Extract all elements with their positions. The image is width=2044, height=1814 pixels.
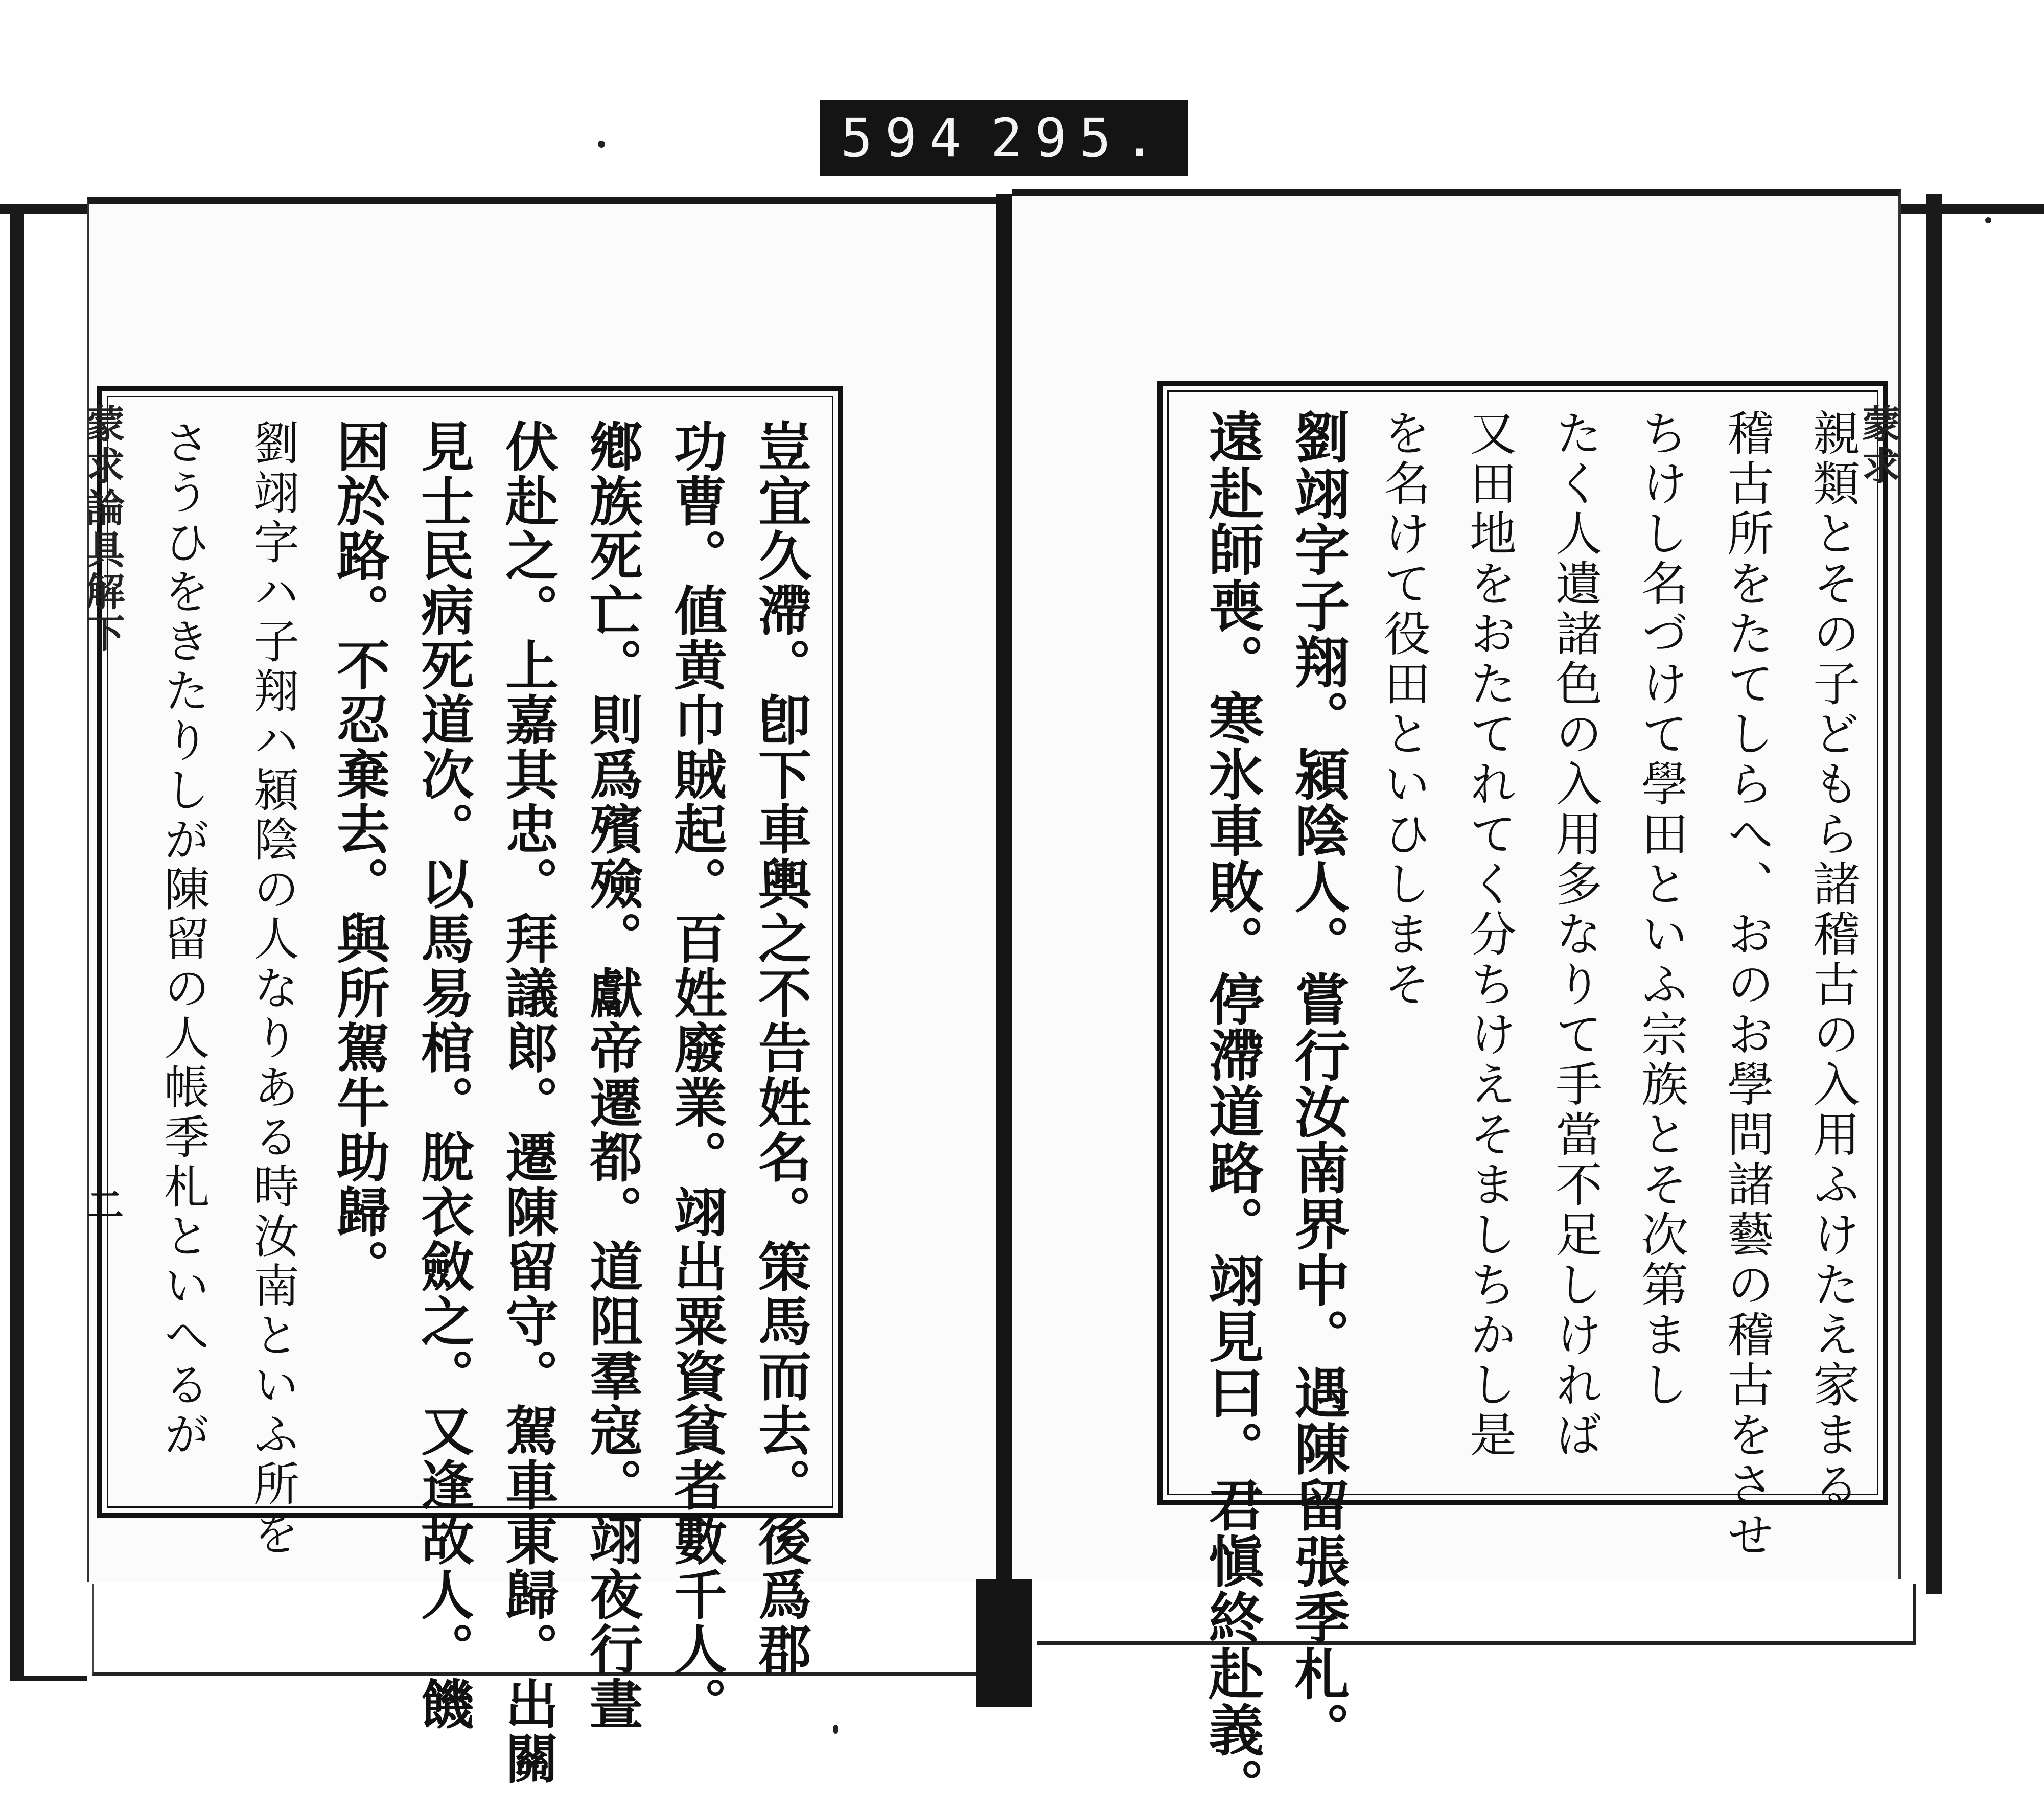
text-column: 豈宜久滯。卽下車輿之不告姓名。策馬而去。後爲郡: [749, 419, 812, 1677]
stamp-number-right: 295.: [990, 107, 1168, 169]
commentary-column: ちけし名づけて學田といふ宗族とそ次第まし: [1634, 409, 1688, 1410]
book-spine: [996, 194, 1012, 1584]
text-column: 鄕族死亡。則爲殯殮。獻帝遷都。道阻羣寇。翊夜行晝: [580, 419, 643, 1731]
right-running-header: 蒙求: [1855, 404, 1901, 487]
commentary-column: 稽古所をたてしらへ、おのお學問諸藝の稽古をさせ: [1720, 409, 1774, 1561]
scan-speck: [1985, 217, 1991, 223]
scan-speck: [833, 1725, 838, 1734]
left-running-header: [80, 404, 130, 710]
left-text-columns: [128, 419, 823, 1786]
commentary-column: 親類とその子どもら諸稽古の入用ふけたえ家まる: [1805, 409, 1860, 1510]
spine-shadow: [976, 1579, 1032, 1707]
stamp-number-left: 594: [841, 107, 973, 169]
commentary-column: たく人遺諸色の入用多なりて手當不足しければ: [1548, 409, 1602, 1460]
archive-number-stamp: [820, 100, 1188, 176]
commentary-column: 劉翊字ハ子翔ハ潁陰の人なりある時汝南といふ所を: [245, 419, 299, 1559]
text-column: 遠赴師喪。寒氷車敗。停滯道路。翊見曰。君愼終赴義。: [1199, 409, 1264, 1814]
right-text-columns: [1186, 409, 1875, 1814]
page-stack-right: [1037, 1584, 1916, 1645]
text-column: 見士民病死道次。以馬易棺。脫衣斂之。又逢故人。饑: [412, 419, 475, 1731]
volume-mark: 下: [80, 613, 125, 655]
text-column: 伏赴之。上嘉其忠。拜議郞。遷陳留守。駕車東歸。出關: [496, 419, 559, 1786]
text-column: 功曹。値黄巾賊起。百姓廢業。翊出粟資貧者數千人。: [665, 419, 728, 1731]
scan-speck: [598, 141, 605, 148]
text-column: 劉翊字子翔。潁陰人。嘗行汝南界中。遇陳留張季札。: [1285, 409, 1350, 1758]
commentary-column: さうひをきたりしが陳留の人帳季札といへるが: [156, 419, 210, 1460]
running-title: 蒙求論具解: [80, 404, 125, 613]
commentary-column: を名けて役田といひしまそ: [1376, 409, 1431, 1010]
folio-number: 二: [81, 1185, 124, 1222]
commentary-column: 又田地をおたてれてく分ちけえそましちかし是: [1462, 409, 1517, 1460]
text-column: 困於路。不忍棄去。與所駕牛助歸。: [328, 419, 390, 1294]
